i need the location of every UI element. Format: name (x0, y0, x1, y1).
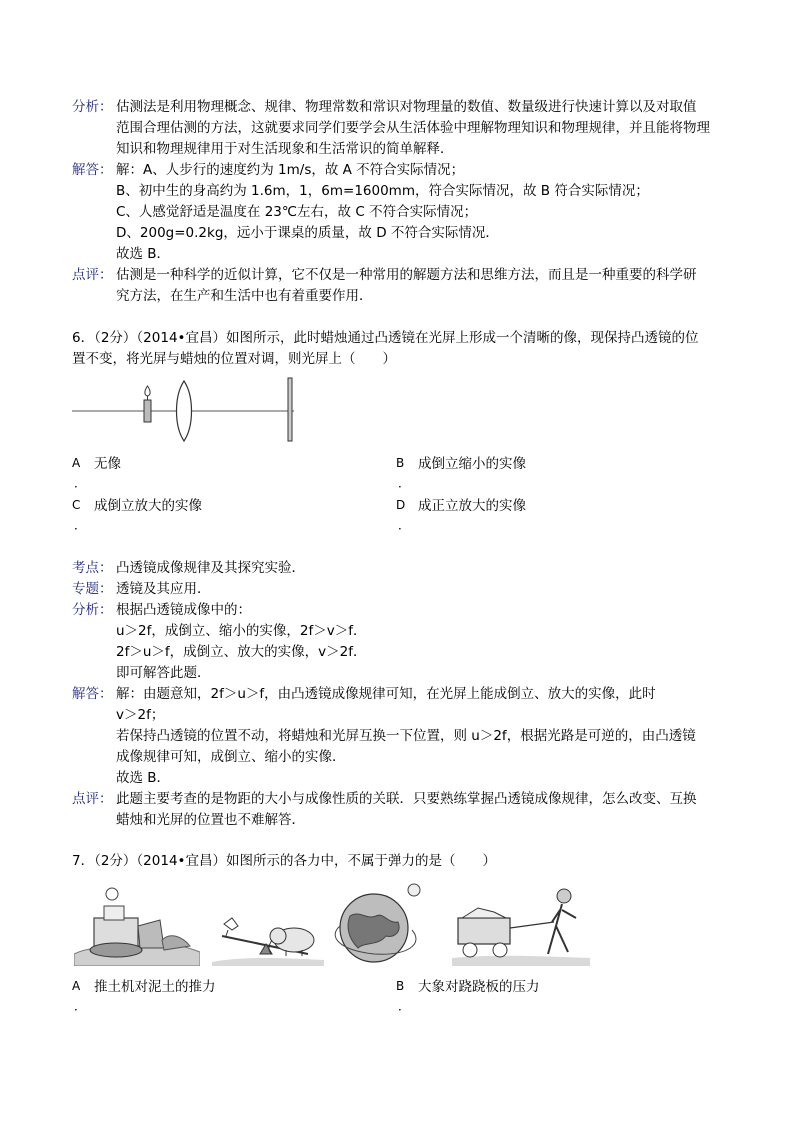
q5-jieda-line: 解：A、人步行的速度约为 1m/s，故 A 不符合实际情况； (116, 162, 465, 178)
q6-dianping-label: 点评： (72, 791, 113, 807)
q5-dianping-line: 究方法，在生产和生活中也有着重要作用． (116, 288, 373, 304)
q7-earth-moon-figure (328, 876, 428, 968)
q5-jieda-label: 解答： (72, 162, 113, 178)
q7-cart-pulling-figure (452, 878, 590, 966)
q6-kaodian: 凸透镜成像规律及其探究实验． (116, 560, 305, 576)
q6-kaodian-label: 考点： (72, 560, 113, 576)
q6-fenxi-line: u＞2f，成倒立、缩小的实像，2f＞v＞f． (116, 623, 367, 639)
q6-stem-line: 6．（2分）（2014•宜昌）如图所示，此时蜡烛通过凸透镜在光屏上形成一个清晰的像，现保持凸透镜的位 (72, 330, 699, 346)
q6-jieda-line: 成像规律可知，成倒立、缩小的实像． (116, 749, 346, 765)
q5-jieda-line: 故选 B． (116, 246, 171, 262)
q5-fenxi-line: 知识和物理规律用于对生活现象和生活常识的简单解释． (116, 141, 454, 157)
q6-fenxi-label: 分析： (72, 602, 113, 618)
q5-fenxi-label: 分析： (72, 99, 113, 115)
q6-optics-figure (72, 376, 302, 446)
q5-jieda-line: B、初中生的身高约为 1.6m，1，6m=1600mm，符合实际情况，故 B 符合实际情况； (116, 183, 649, 199)
q6-dianping-line: 此题主要考查的是物距的大小与成像性质的关联．只要熟练掌握凸透镜成像规律，怎么改变、互换 (116, 791, 697, 807)
q5-fenxi-line: 范围合理估测的方法，这就要求同学们要学会从生活体验中理解物理知识和物理规律，并且能将物理 (116, 120, 710, 136)
q5-dianping-line: 估测是一种科学的近似计算，它不仅是一种常用的解题方法和思维方法，而且是一种重要的科学研 (116, 267, 697, 283)
q7-elephant-seesaw-figure (212, 896, 324, 966)
candle-icon (144, 386, 151, 422)
q7-bulldozer-figure (74, 878, 200, 966)
q5-dianping-label: 点评： (72, 267, 113, 283)
q5-fenxi-line: 估测法是利用物理概念、规律、物理常数和常识对物理量的数值、数量级进行快速计算以及对取值 (116, 99, 697, 115)
q6-jieda-line: 故选 B． (116, 770, 171, 786)
q6-fenxi-line: 2f＞u＞f，成倒立、放大的实像，v＞2f． (116, 644, 367, 660)
q6-zhuanti-label: 专题： (72, 581, 113, 597)
q6-stem-line: 置不变，将光屏与蜡烛的位置对调，则光屏上（ ） (72, 351, 396, 367)
q6-jieda-label: 解答： (72, 686, 113, 702)
q7-stem: 7．（2分）（2014•宜昌）如图所示的各力中，不属于弹力的是（ ） (72, 853, 496, 869)
convex-lens-icon (177, 381, 192, 441)
q6-jieda-line: 解：由题意知，2f＞u＞f，由凸透镜成像规律可知，在光屏上能成倒立、放大的实像，此时 (116, 686, 656, 702)
q5-jieda-line: C、人感觉舒适是温度在 23℃左右，故 C 不符合实际情况； (116, 204, 478, 220)
q6-fenxi-line: 即可解答此题． (116, 665, 211, 681)
light-screen-icon (288, 378, 292, 441)
q5-jieda-line: D、200g=0.2kg，远小于课桌的质量，故 D 不符合实际情况． (116, 225, 499, 241)
q6-fenxi-line: 根据凸透镜成像中的： (116, 602, 251, 618)
q6-zhuanti: 透镜及其应用． (116, 581, 211, 597)
q6-jieda-line: v＞2f； (116, 707, 165, 723)
q6-dianping-line: 蜡烛和光屏的位置也不难解答． (116, 812, 305, 828)
q6-jieda-line: 若保持凸透镜的位置不动，将蜡烛和光屏互换一下位置，则 u＞2f，根据光路是可逆的，由凸透镜 (116, 728, 696, 744)
